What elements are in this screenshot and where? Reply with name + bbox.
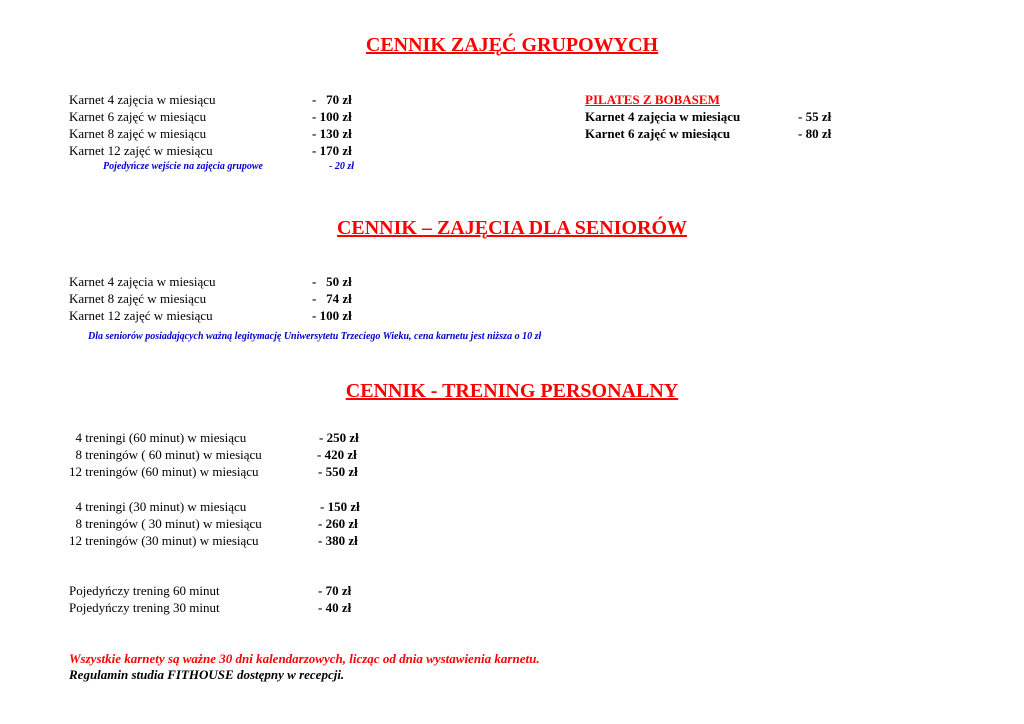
seniors-row-label: Karnet 4 zajęcia w miesiącu [69,274,216,289]
group-row-price: - 100 zł [312,109,352,124]
seniors-row-label: Karnet 8 zajęć w miesiącu [69,291,207,306]
group-row-label: Karnet 8 zajęć w miesiącu [69,126,207,141]
single-entry-label: Pojedyńcze wejście na zajęcia grupowe [103,161,263,172]
personal-row-price: - 380 zł [318,533,358,548]
personal-row-price: - 420 zł [317,447,357,462]
personal-row-label: 4 treningi (30 minut) w miesiącu [69,499,247,514]
personal-row-price: - 260 zł [318,516,358,531]
personal-row-price: - 250 zł [319,430,359,445]
personal-row-price: - 150 zł [320,499,360,514]
group-row-label: Karnet 4 zajęcia w miesiącu [69,92,216,107]
pilates-row-price: - 80 zł [798,126,832,141]
seniors-row-price: - 74 zł [312,291,352,306]
group-row-price: - 170 zł [312,143,352,158]
personal-row-label: 8 treningów ( 30 minut) w miesiącu [69,516,262,531]
pilates-row-label: Karnet 4 zajęcia w miesiącu [585,109,741,124]
personal-row-label: 12 treningów (30 minut) w miesiącu [69,533,259,548]
validity-note: Wszystkie karnety są ważne 30 dni kalendarzowych, licząc od dnia wystawienia karnetu. [69,651,540,666]
single-entry-price: - 20 zł [329,161,354,172]
personal-row-label: Pojedyńczy trening 60 minut [69,583,220,598]
group-row-price: - 130 zł [312,126,352,141]
group-row-price: - 70 zł [312,92,352,107]
personal-section-title: CENNIK - TRENING PERSONALNY [345,380,679,402]
pilates-row-price: - 55 zł [798,109,832,124]
pilates-row-label: Karnet 6 zajęć w miesiącu [585,126,731,141]
personal-row-label: Pojedyńczy trening 30 minut [69,600,220,615]
personal-row-label: 8 treningów ( 60 minut) w miesiącu [69,447,262,462]
personal-row-price: - 70 zł [318,583,352,598]
seniors-discount-note: Dla seniorów posiadających ważną legitymację Uniwersytetu Trzeciego Wieku, cena karnetu jest niższa o 10 zł [88,331,542,342]
group-row-label: Karnet 12 zajęć w miesiącu [69,143,213,158]
seniors-row-price: - 100 zł [312,308,352,323]
pilates-title: PILATES Z BOBASEM [585,92,720,107]
personal-row-price: - 40 zł [318,600,352,615]
personal-row-label: 12 treningów (60 minut) w miesiącu [69,464,259,479]
personal-row-price: - 550 zł [318,464,358,479]
personal-row-label: 4 treningi (60 minut) w miesiącu [69,430,247,445]
group-row-label: Karnet 6 zajęć w miesiącu [69,109,207,124]
rules-note: Regulamin studia FITHOUSE dostępny w recepcji. [69,667,345,682]
group-section-title: CENNIK ZAJĘĆ GRUPOWYCH [365,34,659,56]
seniors-row-price: - 50 zł [312,274,352,289]
seniors-section-title: CENNIK – ZAJĘCIA DLA SENIORÓW [336,217,688,239]
seniors-row-label: Karnet 12 zajęć w miesiącu [69,308,213,323]
